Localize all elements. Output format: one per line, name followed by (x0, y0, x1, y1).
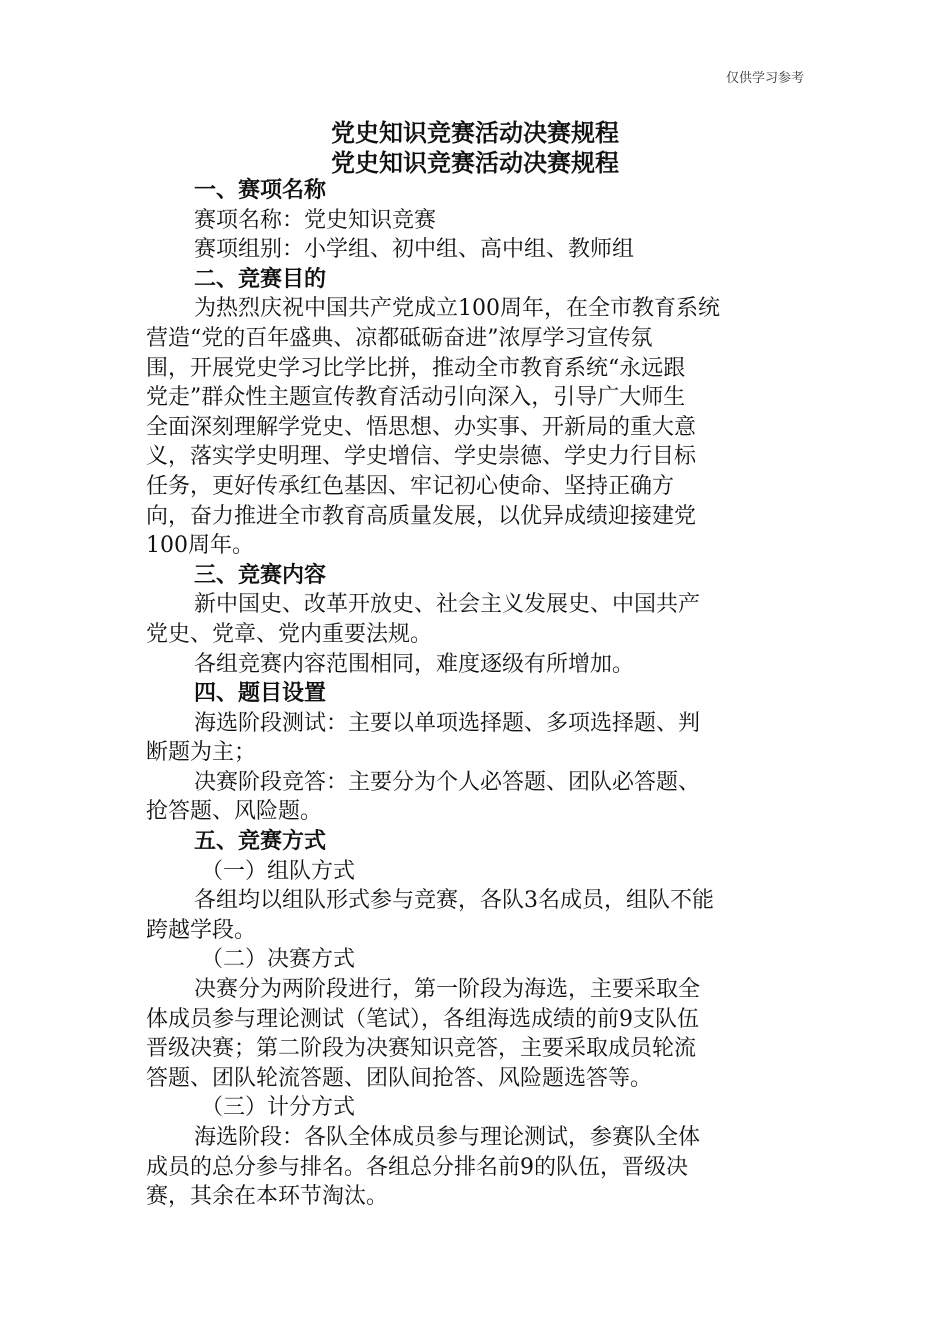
text-line: （一）组队方式 (201, 858, 356, 884)
text-line: 海选阶段测试：主要以单项选择题、多项选择题、判 (194, 710, 701, 736)
text-line: （三）计分方式 (201, 1095, 356, 1121)
paragraph (146, 294, 806, 560)
text-line: 各组均以组队形式参与竞赛，各队3名成员，组队不能 (194, 888, 714, 914)
text-line: 决赛阶段竞答：主要分为个人必答题、团队必答题、 (194, 769, 701, 795)
text-line: 决赛分为两阶段进行，第一阶段为海选，主要采取全 (194, 977, 701, 1003)
text-line: 全面深刻理解学党史、悟思想、办实事、开新局的重大意 (146, 414, 697, 440)
text-line: 海选阶段：各队全体成员参与理论测试，参赛队全体 (194, 1125, 701, 1150)
text-line: 围，开展党史学习比学比拼，推动全市教育系统“永远跟 (146, 355, 686, 381)
text-line: 抢答题、风险题。 (146, 799, 323, 825)
text-line: 任务，更好传承红色基因、牢记初心使命、坚持正确方 (146, 473, 675, 499)
text-line: 答题、团队轮流答题、团队间抢答、风险题选答等。 (146, 1065, 653, 1091)
text-line: （二）决赛方式 (201, 947, 356, 973)
subsection-heading (146, 945, 806, 975)
paragraph (146, 709, 806, 768)
section-heading: 一、赛项名称 (194, 177, 327, 203)
text-line: 营造“党的百年盛典、凉都砥砺奋进”浓厚学习宣传氛 (146, 325, 653, 351)
paragraph (146, 235, 806, 265)
text-line: 义，落实学史明理、学史增信、学史崇德、学史力行目标 (146, 444, 697, 470)
document-title: 党史知识竞赛活动决赛规程 (331, 118, 619, 147)
paragraph (146, 590, 806, 649)
paragraph (146, 768, 806, 827)
section-heading: 二、竞赛目的 (194, 265, 327, 292)
paragraph (146, 206, 806, 236)
text-line: 100周年。 (146, 533, 254, 559)
section-heading: 三、竞赛内容 (194, 561, 327, 588)
section-heading: 四、题目设置 (194, 680, 327, 707)
text-line: 体成员参与理论测试（笔试），各组海选成绩的前9支队伍 (146, 1006, 699, 1032)
text-line: 晋级决赛；第二阶段为决赛知识竞答，主要采取成员轮流 (146, 1036, 697, 1062)
text-line: 为热烈庆祝中国共产党成立100周年，在全市教育系统 (194, 296, 720, 322)
text-line: 赛项组别：小学组、初中组、高中组、教师组 (194, 237, 635, 263)
text-line: 党走”群众性主题宣传教育活动引向深入，引导广大师生 (146, 385, 686, 411)
text-line: 新中国史、改革开放史、社会主义发展史、中国共产 (194, 592, 701, 618)
subsection-heading (146, 1093, 806, 1123)
subsection-heading (146, 857, 806, 887)
document-title-repeat: 党史知识竞赛活动决赛规程 (331, 148, 619, 177)
paragraph (146, 650, 806, 680)
text-line: 各组竞赛内容范围相同，难度逐级有所增加。 (194, 651, 635, 677)
text-line: 跨越学段。 (146, 917, 257, 943)
text-line: 赛项名称：党史知识竞赛 (194, 207, 437, 233)
section-heading: 五、竞赛方式 (194, 828, 327, 855)
text-line: 断题为主； (146, 740, 257, 766)
paragraph (146, 1123, 806, 1212)
header-note: 仅供学习参考 (725, 71, 804, 86)
paragraph (146, 886, 806, 945)
paragraph (146, 975, 806, 1093)
document-body (146, 176, 806, 1212)
text-line: 向，奋力推进全市教育高质量发展，以优异成绩迎接建党 (146, 503, 697, 529)
text-line: 成员的总分参与排名。各组总分排名前9的队伍，晋级决 (146, 1154, 688, 1180)
text-line: 党史、党章、党内重要法规。 (146, 621, 433, 647)
text-line: 赛，其余在本环节淘汰。 (146, 1184, 389, 1210)
